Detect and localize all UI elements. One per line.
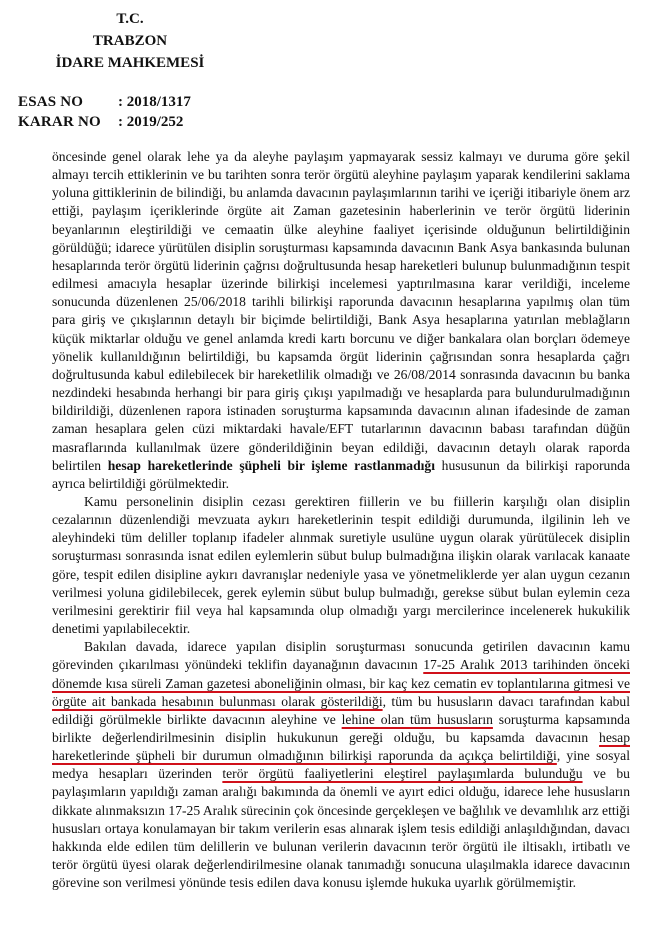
paragraph-3-underline-3: hesap hareketlerinde şüpheli bir durumun olmadığının bilirkişi raporunda da açıkça belirtildiği <box>52 730 630 764</box>
case-info <box>18 92 191 132</box>
karar-label: KARAR NO <box>18 114 101 130</box>
karar-value: : 2019/252 <box>118 114 184 130</box>
esas-label: ESAS NO <box>18 94 84 110</box>
paragraph-3-underline-2: lehine olan tüm hususların <box>341 711 493 727</box>
paragraph-1-end: hususunun da bilirkişi raporunda ayrıca belirtildiği görülmektedir. <box>52 457 630 491</box>
paragraph-3 <box>52 638 630 892</box>
paragraph-3-text-e: ve bu paylaşımların yapıldığı zaman aralığı bakımında da önemli ve ayırt edici olduğu, idarece lehe hususların dikkate alınmaksızın 17-25 Aralık sürecinin çok öncesinde gerçekleşen ve bağlılık ve devamlılık arz ettiği hususları ortaya konulamayan bir takım verilerin esas alınarak işlem tesis edildiği anlaşıldığından, davacı hakkında elde edilen tüm delillerin ve bulunan verilerin davacının terör örgütü ile iltisaklı, irtibatlı ve terör örgütü üyesi olarak değerlendirilmesine olanak tanımadığı sonucuna ulaşılmakla idarece davacının görevine son verilmesi yönünde tesis edilen dava konusu işlemde hukuka uyarlık görülmemiştir. <box>52 766 630 891</box>
header-city: TRABZON <box>92 33 168 49</box>
paragraph-3-text-c: soruşturma kapsamında birlikte değerlendirilmesinin disiplin hukukunun gereği olduğu, bu kapsamda davacının <box>52 711 631 745</box>
paragraph-3-underline-4: terör örgütü faaliyetlerini eleştirel paylaşımlarda bulunduğu <box>222 766 583 782</box>
paragraph-2: Kamu personelinin disiplin cezası gerektiren fiillerin ve bu fiillerin karşılığı olan disiplin cezalarının düzenlendiği mevzuata aykırı hareketlerinin tespit edildiği durumunda, ilgilinin leh ve aleyhindeki tüm deliller toplanıp ifadeler alınmak suretiyle usulüne uygun olarak yürütülecek disiplin soruşturması sonrasında isnat edilen eylemlerin sübut bulup bulmadığına ilişkin olarak varılacak kanaate göre, tespit edilen disipline aykırı davranışlar nedeniyle yasa ve yönetmeliklerde yer alan uygun cezanın verilmesi yoluna gidilebilecek, gerek eylemin sübut bulup bulmadığı, gerekse sübut bulan eylemin ceza verilmesini gerektirir fiil veya hal kapsamında olup olmadığı yargı mercilerince incelenerek hukukilik denetimi yapılabilecektir. <box>52 493 630 637</box>
header-court: İDARE MAHKEMESİ <box>55 55 205 71</box>
paragraph-3-text-b: , tüm bu hususların davacı tarafından kabul edildiği görülmekle birlikte davacının aleyhine ve <box>52 693 630 727</box>
paragraph-3-text-a: Bakılan davada, idarece yapılan disiplin soruşturması sonucunda getirilen davacının kamu görevinden çıkarılması yönündeki teklifin dayanağının davacının <box>52 639 630 673</box>
paragraph-3-text-d: , yine sosyal medya hesapları üzerinden <box>52 748 630 782</box>
paragraph-1-text: öncesinde genel olarak lehe ya da aleyhe paylaşım yapmayarak sessiz kalmayı ve duruma göre şekil almayı tercih ettiklerinin ve bu tarihten sonra terör örgütü aleyhine paylaşım yaparak kendilerini saklama yoluna gittiklerinin de bilindiği, bu anlamda davacının paylaşımlarının tarihi ve içeriği itibariyle önem arz ettiği, paylaşım içeriklerinde örgüte ait Zaman gazetesinin haberlerinin ve terör örgütü liderinin beyanlarının eleştirildiği ve cemaatin ülke aleyhine faaliyet içerisinde olduğunun belirtildiğinin görüldüğü; idarece yürütülen disiplin soruşturması kapsamında davacının Bank Asya bankasında bulunan hesaplarında terör örgütü liderinin çağrısı doğrultusunda hesap hareketleri bulunup bulunmadığının tespit edilmesi amacıyla hesaplar üzerinde bilirkişi incelemesi yaptırılmasına karar verildiği, inceleme sonucunda düzenlenen 25/06/2018 tarihli bilirkişi raporunda davacının hesaplarına yapılmış olan tüm para giriş ve çıkışlarının detaylı bir biçimde belirtildiği, Bank Asya hesaplarına yatırılan meblağların küçük miktarlar olduğu ve genel anlamda kredi kartı borcunu ve diğer bankalara olan borçları ödemeye yönelik kullanıldığının belirtildiği, bu kapsamda örgüt liderinin çağrısından sonra hesaplarda çağrı doğrultusunda kabul edilebilecek bir hareketlilik olmadığı ve 26/08/2014 sonrasında davacının bu banka nezdindeki hesabında herhangi bir para giriş çıkışı yapılmadığı ve hesaplarda para bulundurulmadığının bildirildiği, düzenlenen rapora istinaden soruşturma kapsamında davacının alınan ifadesinde de zaman zaman hesaplara gelen cüzi miktardaki havale/EFT tutarlarının davacının babası tarafından düğün masraflarında kullanılmak üzere gönderildiğinin beyan edildiği, davacının detaylı olarak raporda belirtilen <box>52 149 630 473</box>
esas-row <box>18 92 191 112</box>
header-tc: T.C. <box>116 11 144 27</box>
paragraph-1 <box>52 148 630 493</box>
document-body <box>52 148 630 892</box>
paragraph-1-bold: hesap hareketlerinde şüpheli bir işleme rastlanmadığı <box>107 457 435 473</box>
esas-value: : 2018/1317 <box>118 94 191 110</box>
paragraph-3-underline-1: 17-25 Aralık 2013 tarihinden önceki dönemde kısa süreli Zaman gazetesi aboneliğinin olması, bir kaç kez cematin ev toplantılarına gitmesi ve örgüte ait bankada hesabının bulunması olarak gösterildiği <box>52 657 630 709</box>
karar-row <box>18 112 191 132</box>
court-header <box>0 8 260 74</box>
